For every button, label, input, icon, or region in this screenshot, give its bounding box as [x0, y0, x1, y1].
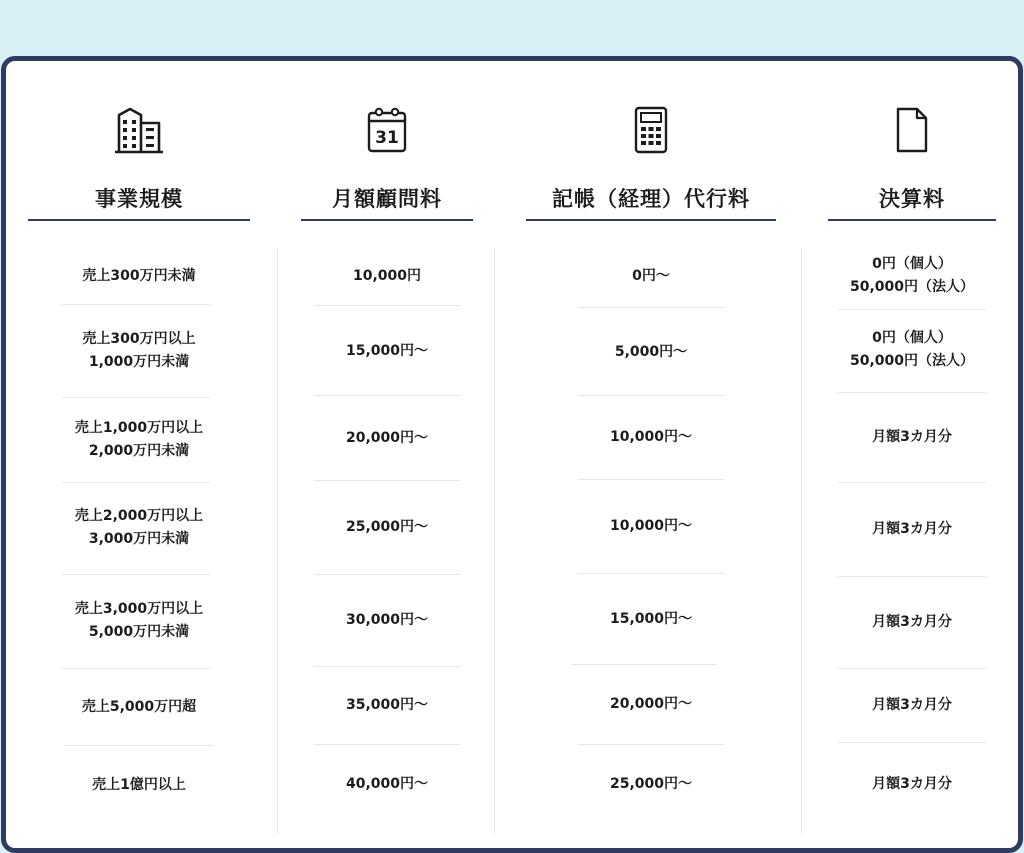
table-cell-scale: 売上300万円未満	[82, 267, 196, 284]
table-cell-monthly: 10,000円	[352, 267, 422, 284]
column-header-settlement	[828, 61, 996, 231]
calendar-icon	[366, 105, 408, 155]
table-cell-monthly: 40,000円〜	[345, 775, 429, 792]
table-cell-settlement: 0円（個人） 50,000円（法人）	[849, 256, 975, 295]
pricing-table-card	[1, 56, 1023, 853]
table-cell-bookkeeping: 25,000円〜	[609, 775, 693, 792]
column-header-scale	[28, 61, 250, 231]
table-cell-monthly: 20,000円〜	[345, 429, 429, 446]
column-title-scale: 事業規模	[95, 187, 183, 211]
table-cell-monthly: 30,000円〜	[345, 611, 429, 628]
table-cell-settlement: 月額3カ月分	[872, 613, 952, 630]
table-cell-monthly: 35,000円〜	[345, 696, 429, 713]
table-cell-settlement: 月額3カ月分	[872, 775, 952, 792]
column-title-settlement: 決算料	[879, 187, 945, 211]
table-cell-monthly: 15,000円〜	[345, 342, 429, 359]
column-header-bookkeeping	[526, 61, 776, 231]
table-cell-bookkeeping: 10,000円〜	[609, 428, 693, 445]
document-icon	[894, 105, 930, 155]
column-divider	[494, 248, 495, 834]
header-underline	[28, 219, 250, 221]
table-cell-scale: 売上3,000万円以上 5,000万円未満	[74, 601, 204, 640]
table-cell-scale: 売上1億円以上	[92, 776, 186, 793]
table-cell-scale: 売上1,000万円以上 2,000万円未満	[74, 420, 204, 459]
table-cell-monthly: 25,000円〜	[345, 518, 429, 535]
table-cell-settlement: 月額3カ月分	[872, 520, 952, 537]
calculator-icon	[633, 105, 669, 155]
header-underline	[828, 219, 996, 221]
header-underline	[526, 219, 776, 221]
column-title-monthly: 月額顧問料	[332, 187, 442, 211]
column-title-bookkeeping: 記帳（経理）代行料	[552, 187, 750, 211]
header-underline	[301, 219, 473, 221]
calendar-icon-date: 31	[375, 128, 399, 148]
column-divider	[277, 248, 278, 834]
column-header-monthly	[301, 61, 473, 231]
table-cell-settlement: 月額3カ月分	[872, 697, 952, 713]
table-cell-bookkeeping: 15,000円〜	[609, 610, 693, 627]
table-cell-bookkeeping: 10,000円〜	[609, 517, 693, 534]
table-cell-settlement: 月額3カ月分	[872, 428, 952, 445]
table-cell-scale: 売上300万円以上 1,000万円未満	[82, 331, 196, 370]
table-cell-bookkeeping: 5,000円〜	[614, 343, 688, 360]
table-cell-bookkeeping: 0円〜	[632, 267, 670, 284]
table-cell-settlement: 0円（個人） 50,000円（法人）	[849, 330, 975, 369]
building-icon	[113, 105, 165, 155]
table-cell-bookkeeping: 20,000円〜	[609, 695, 693, 712]
table-cell-scale: 売上2,000万円以上 3,000万円未満	[74, 508, 204, 547]
column-divider	[801, 248, 802, 834]
table-cell-scale: 売上5,000万円超	[81, 698, 197, 715]
